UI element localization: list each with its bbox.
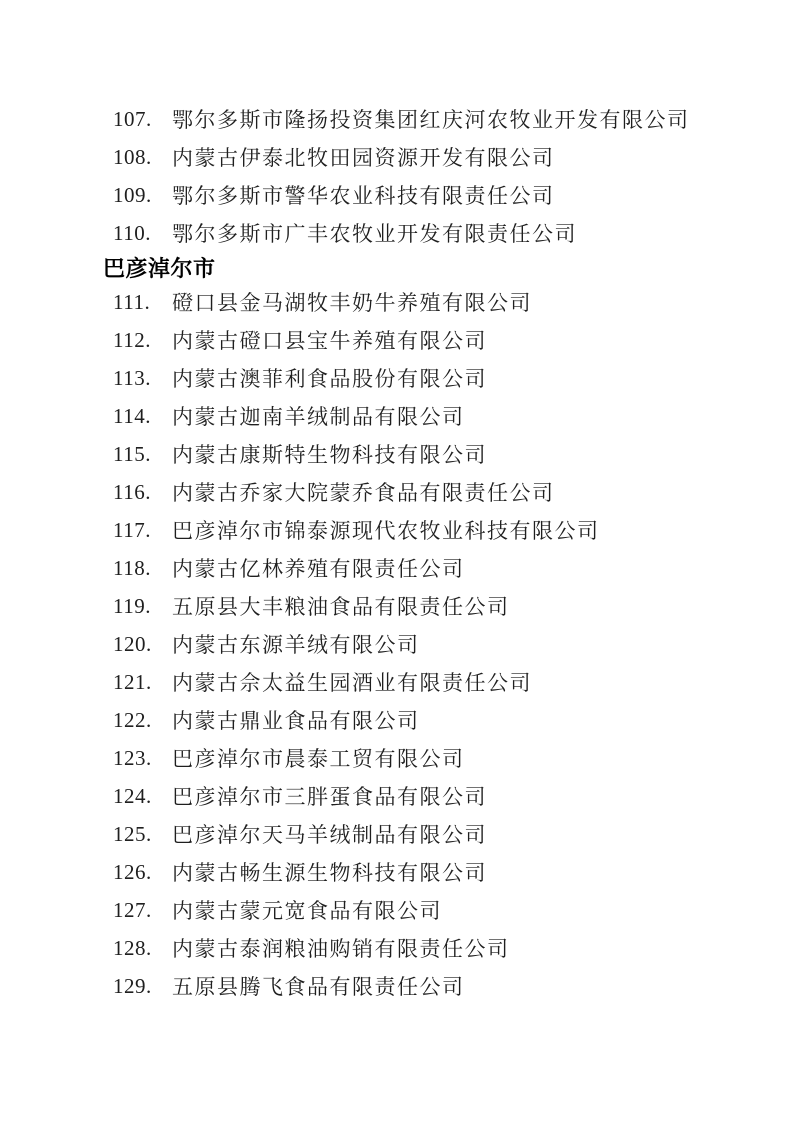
list-item: [0, 473, 793, 511]
company-name: 鄂尔多斯市隆扬投资集团红庆河农牧业开发有限公司: [172, 108, 690, 132]
list-item-number: 120.: [113, 631, 152, 656]
company-name: 内蒙古乔家大院蒙乔食品有限责任公司: [172, 481, 555, 505]
company-name: 鄂尔多斯市警华农业科技有限责任公司: [172, 184, 555, 208]
list-item: [0, 100, 793, 138]
list-item-number: 111.: [113, 289, 151, 314]
company-name: 内蒙古澳菲利食品股份有限公司: [172, 367, 487, 391]
company-name: 内蒙古畅生源生物科技有限公司: [172, 861, 487, 885]
list-item: [0, 549, 793, 587]
company-name: 内蒙古伊泰北牧田园资源开发有限公司: [172, 146, 555, 170]
company-name: 内蒙古东源羊绒有限公司: [172, 633, 420, 657]
list-item-number: 118.: [113, 555, 151, 580]
list-item: [0, 815, 793, 853]
company-name: 鄂尔多斯市广丰农牧业开发有限责任公司: [172, 222, 577, 246]
list-item: [0, 283, 793, 321]
list-item: [0, 587, 793, 625]
list-item: [0, 214, 793, 252]
company-name: 内蒙古磴口县宝牛养殖有限公司: [172, 329, 487, 353]
list-item-number: 109.: [113, 182, 152, 207]
company-name: 内蒙古亿林养殖有限责任公司: [172, 557, 465, 581]
list-item: [0, 625, 793, 663]
list-item: [0, 435, 793, 473]
list-item-number: 108.: [113, 144, 152, 169]
list-item: [0, 739, 793, 777]
list-item-number: 115.: [113, 441, 151, 466]
company-list: [0, 100, 793, 1005]
list-item-number: 116.: [113, 479, 151, 504]
company-name: 巴彦淖尔市锦泰源现代农牧业科技有限公司: [172, 519, 600, 543]
list-item-number: 107.: [113, 106, 152, 131]
list-item: [0, 511, 793, 549]
company-name: 五原县大丰粮油食品有限责任公司: [172, 595, 510, 619]
list-item-number: 128.: [113, 935, 152, 960]
list-item-number: 123.: [113, 745, 152, 770]
list-item: [0, 138, 793, 176]
list-item: [0, 701, 793, 739]
company-name: 巴彦淖尔天马羊绒制品有限公司: [172, 823, 487, 847]
list-item-number: 113.: [113, 365, 151, 390]
list-item: [0, 853, 793, 891]
list-item: [0, 176, 793, 214]
company-name: 巴彦淖尔市晨泰工贸有限公司: [172, 747, 465, 771]
list-item: [0, 397, 793, 435]
list-item: [0, 929, 793, 967]
company-name: 内蒙古蒙元宽食品有限公司: [172, 899, 442, 923]
list-item: [0, 321, 793, 359]
list-item-number: 117.: [113, 517, 151, 542]
company-name: 磴口县金马湖牧丰奶牛养殖有限公司: [172, 291, 532, 315]
list-item-number: 126.: [113, 859, 152, 884]
list-item-number: 127.: [113, 897, 152, 922]
section-header-label: 巴彦淖尔市: [103, 256, 216, 281]
company-name: 内蒙古迦南羊绒制品有限公司: [172, 405, 465, 429]
list-item: [0, 777, 793, 815]
company-name: 内蒙古泰润粮油购销有限责任公司: [172, 937, 510, 961]
list-item: [0, 967, 793, 1005]
list-item-number: 119.: [113, 593, 151, 618]
list-item-number: 114.: [113, 403, 151, 428]
company-name: 内蒙古康斯特生物科技有限公司: [172, 443, 487, 467]
list-item-number: 129.: [113, 973, 152, 998]
company-name: 内蒙古鼎业食品有限公司: [172, 709, 420, 733]
company-name: 内蒙古佘太益生园酒业有限责任公司: [172, 671, 532, 695]
list-item: [0, 359, 793, 397]
company-name: 巴彦淖尔市三胖蛋食品有限公司: [172, 785, 487, 809]
company-name: 五原县腾飞食品有限责任公司: [172, 975, 465, 999]
list-item-number: 110.: [113, 220, 151, 245]
list-item-number: 125.: [113, 821, 152, 846]
list-item-number: 122.: [113, 707, 152, 732]
list-item: [0, 891, 793, 929]
section-header: [0, 252, 793, 283]
list-item: [0, 663, 793, 701]
list-item-number: 121.: [113, 669, 152, 694]
list-item-number: 112.: [113, 327, 151, 352]
list-item-number: 124.: [113, 783, 152, 808]
